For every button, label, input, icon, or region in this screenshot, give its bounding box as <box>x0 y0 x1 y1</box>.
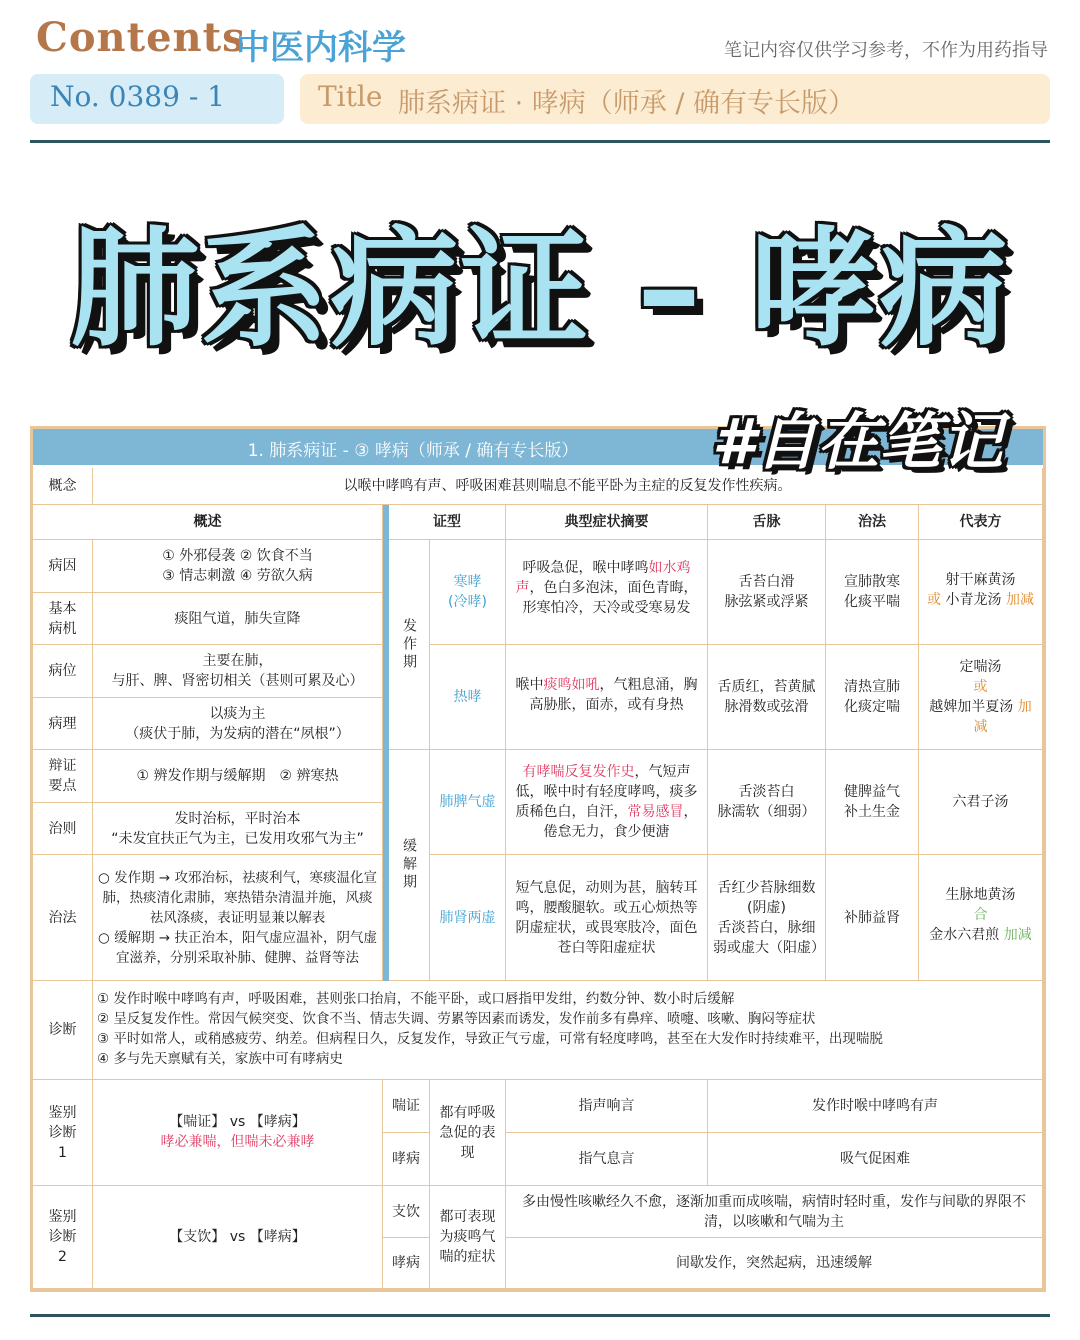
diff2-row1: 多由慢性咳嗽经久不愈，逐渐加重而成咳喘，病情时轻时重，发作与间歇的界限不清，以咳嗽和气喘为主 <box>506 1186 1043 1238</box>
overview-label-pathology: 病理 <box>33 698 93 750</box>
diff1-name-1: 喘证 <box>383 1080 430 1133</box>
title-label: Title <box>318 80 383 113</box>
col-header-formula: 代表方 <box>919 505 1043 540</box>
syndrome-heat: 热哮 <box>430 645 506 750</box>
overview-label-key-points: 辩证 要点 <box>33 750 93 803</box>
col-header-tongue-pulse: 舌脉 <box>708 505 826 540</box>
symptoms-lung-kidney: 短气息促，动则为甚，脑转耳鸣，腰酸腿软。或五心烦热等阴虚症状，或畏寒肢冷，面色苍白等阳虚症状 <box>506 855 708 981</box>
symptoms-heat-text-2: ，气粗息涌，胸高胁胀，面赤，或有身热 <box>529 677 698 713</box>
overview-text-key-points: ① 辨发作期与缓解期 ② 辨寒热 <box>93 750 383 803</box>
method-lung-kidney: 补肺益肾 <box>826 855 919 981</box>
formula-heat-alt: 越婢加半夏汤 <box>929 699 1014 715</box>
overview-text-therapy: ○ 发作期 → 攻邪治标，祛痰利气，寒痰温化宣肺，热痰清化肃肺，寒热错杂清温并施，风痰祛风涤痰，表证明显兼以解表 ○ 缓解期 → 扶正治本，阳气虚应温补，阴气虚宜滋养，分别采取补肺、健脾、益肾等法 <box>93 855 383 981</box>
disclaimer-text: 笔记内容仅供学习参考，不作为用药指导 <box>724 40 1048 61</box>
note-number: No. 0389 - 1 <box>50 80 225 113</box>
overview-label-therapy: 治法 <box>33 855 93 981</box>
formula-lung-kidney <box>919 855 1043 981</box>
diff2-title: 【支饮】 vs 【哮病】 <box>93 1186 383 1289</box>
col-header-symptoms: 典型症状摘要 <box>506 505 708 540</box>
symptoms-lung-spleen-text: ，气短声低，喉中时有轻度哮鸣，痰多质稀色白，自汗， <box>515 764 698 820</box>
diagnosis-item: ① 发作时喉中哮鸣有声，呼吸困难，甚则张口抬肩，不能平卧，或口唇指甲发绀，约数分钟、数小时后缓解 <box>97 991 735 1007</box>
overview-label-principle: 治则 <box>33 803 93 855</box>
formula-cold-modify: 加减 <box>1005 592 1034 608</box>
diff1-common: 都有呼吸急促的表现 <box>430 1080 506 1186</box>
diff1-title-cell <box>93 1080 383 1186</box>
diff1-label: 鉴别 诊断 1 <box>33 1080 93 1186</box>
formula-cold-alt: 小青龙汤 <box>945 592 1002 608</box>
formula-cold-or: 或 <box>927 592 942 608</box>
formula-heat-or: 或 <box>973 679 988 695</box>
note-title: 肺系病证 · 哮病（师承 / 确有专长版） <box>398 88 856 119</box>
stage-attack-label: 发作期 <box>401 617 417 672</box>
diff1-row1-a: 指声响言 <box>506 1080 708 1133</box>
overview-text-location: 主要在肺， 与肝、脾、肾密切相关（甚则可累及心） <box>93 645 383 698</box>
overview-header: 概述 <box>33 505 383 540</box>
contents-label: Contents <box>36 14 246 61</box>
tongue-cold: 舌苔白滑 脉弦紧或浮紧 <box>708 540 826 645</box>
diff2-name-1: 支饮 <box>383 1186 430 1238</box>
diff2-name-2: 哮病 <box>383 1238 430 1289</box>
table-heading: 1. 肺系病证 - ③ 哮病（师承 / 确有专长版） <box>247 441 579 461</box>
diff1-row2-a: 指气息言 <box>506 1133 708 1186</box>
diff2-row2: 间歇发作，突然起病，迅速缓解 <box>506 1238 1043 1289</box>
method-lung-spleen: 健脾益气 补土生金 <box>826 750 919 855</box>
overview-label-location: 病位 <box>33 645 93 698</box>
symptoms-cold <box>506 540 708 645</box>
formula-heat <box>919 645 1043 750</box>
overview-label-cause: 病因 <box>33 540 93 593</box>
syndrome-lung-spleen: 肺脾气虚 <box>430 750 506 855</box>
formula-heat-modify: 加减 <box>973 699 1032 735</box>
diagnosis-label: 诊断 <box>33 981 93 1080</box>
stage-attack <box>389 540 430 750</box>
diff1-note: 哮必兼喘，但喘未必兼哮 <box>160 1134 315 1150</box>
overview-label-mechanism: 基本 病机 <box>33 593 93 645</box>
formula-lung-kidney-modify: 加减 <box>1003 927 1032 943</box>
diff1-row2-b: 吸气促困难 <box>708 1133 1043 1186</box>
formula-cold-main: 射干麻黄汤 <box>945 572 1016 588</box>
symptoms-lung-spleen <box>506 750 708 855</box>
diff1-row1-b: 发作时喉中哮鸣有声 <box>708 1080 1043 1133</box>
diagnosis-item: ④ 多与先天禀赋有关，家族中可有哮病史 <box>97 1051 343 1067</box>
symptoms-cold-text: 呼吸急促，喉中哮鸣 <box>522 560 649 576</box>
stage-remission-label: 缓解期 <box>401 838 417 892</box>
top-divider <box>30 140 1050 143</box>
symptoms-heat-text: 喉中 <box>515 677 544 693</box>
banner-title: 肺系病证 – 哮病 <box>70 215 1010 364</box>
method-heat: 清热宣肺 化痰定喘 <box>826 645 919 750</box>
diagnosis-list <box>93 981 1043 1080</box>
formula-lung-kidney-combine: 合 <box>973 907 988 923</box>
diagnosis-item: ② 呈反复发作性。常因气候突变、饮食不当、情志失调、劳累等因素而诱发，发作前多有鼻痒、喷嚏、咳嗽、胸闷等症状 <box>97 1011 816 1027</box>
symptoms-heat <box>506 645 708 750</box>
formula-heat-main: 定喘汤 <box>959 659 1002 675</box>
formula-lung-kidney-main: 生脉地黄汤 <box>945 887 1016 903</box>
diff2-common: 都可表现为痰鸣气喘的症状 <box>430 1186 506 1289</box>
diff1-name-2: 哮病 <box>383 1133 430 1186</box>
formula-cold <box>919 540 1043 645</box>
overview-text-pathology: 以痰为主 （痰伏于肺，为发病的潜在“夙根”） <box>93 698 383 750</box>
col-header-method: 治法 <box>826 505 919 540</box>
col-header-syndrome: 证型 <box>389 505 506 540</box>
symptoms-lung-spleen-highlight: 有哮喘反复发作史 <box>522 764 635 780</box>
overview-text-principle: 发时治标，平时治本 “未发宜扶正气为主，已发用攻邪气为主” <box>93 803 383 855</box>
bottom-divider <box>30 1314 1050 1317</box>
stage-remission <box>389 750 430 981</box>
formula-lung-kidney-alt: 金水六君煎 <box>929 927 1000 943</box>
symptoms-lung-spleen-highlight-2: 常易感冒 <box>627 804 684 820</box>
diagnosis-item: ③ 平时如常人，或稍感疲劳、纳差。但病程日久，反复发作，导致正气亏虚，可常有轻度哮鸣，甚至在大发作时持续难平，出现喘脱 <box>97 1031 883 1047</box>
symptoms-lung-spleen-text-2: ，倦怠无力，食少便溏 <box>543 804 698 840</box>
syndrome-lung-kidney: 肺肾两虚 <box>430 855 506 981</box>
concept-text: 以喉中哮鸣有声、呼吸困难甚则喘息不能平卧为主症的反复发作性疾病。 <box>93 468 1043 505</box>
overview-text-cause: ① 外邪侵袭 ② 饮食不当 ③ 情志刺激 ④ 劳欲久病 <box>93 540 383 593</box>
concept-label: 概念 <box>33 468 93 505</box>
method-cold: 宣肺散寒 化痰平喘 <box>826 540 919 645</box>
tongue-lung-spleen: 舌淡苔白 脉濡软（细弱） <box>708 750 826 855</box>
syndrome-cold: 寒哮 (冷哮) <box>430 540 506 645</box>
tongue-lung-kidney: 舌红少苔脉细数 (阴虚) 舌淡苔白，脉细弱或虚大（阳虚） <box>708 855 826 981</box>
overview-text-mechanism: 痰阻气道，肺失宣降 <box>93 593 383 645</box>
tongue-heat: 舌质红，苔黄腻 脉滑数或弦滑 <box>708 645 826 750</box>
diff2-label: 鉴别 诊断 2 <box>33 1186 93 1289</box>
symptoms-cold-highlight: 如水鸡声 <box>515 560 691 596</box>
symptoms-cold-text-2: ，色白多泡沫，面色青晦，形寒怕冷，天冷或受寒易发 <box>522 580 698 616</box>
subject-title: 中医内科学 <box>236 28 406 68</box>
formula-lung-spleen: 六君子汤 <box>919 750 1043 855</box>
brand-tag: #自在笔记 <box>712 405 1004 478</box>
symptoms-heat-highlight: 痰鸣如吼 <box>543 677 600 693</box>
diff1-title: 【喘证】 vs 【哮病】 <box>169 1114 306 1130</box>
